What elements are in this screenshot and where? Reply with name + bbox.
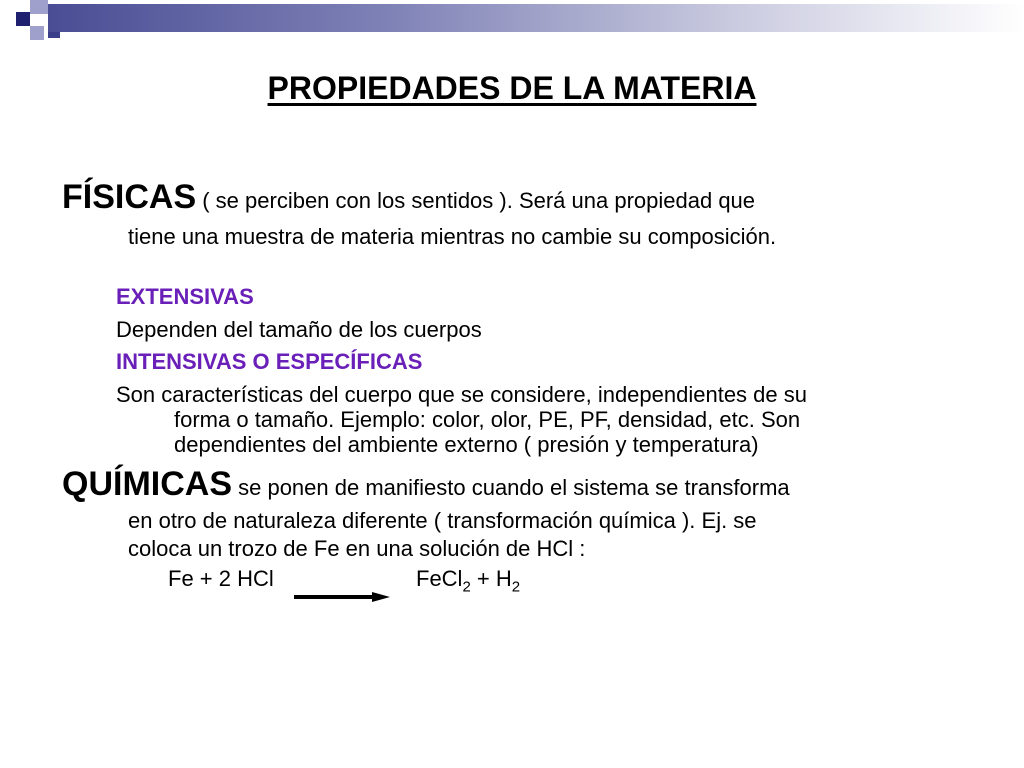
corner-decoration bbox=[0, 0, 1024, 60]
product-h-subscript: 2 bbox=[511, 578, 521, 596]
intensivas-line1: Son características del cuerpo que se considere, independientes de su bbox=[116, 382, 807, 407]
corner-square-dark bbox=[16, 12, 30, 26]
header-gradient-band bbox=[48, 4, 1024, 32]
product-plus-h: + H bbox=[470, 566, 512, 591]
fisicas-block bbox=[62, 178, 1002, 251]
extensivas-heading: EXTENSIVAS bbox=[116, 284, 254, 309]
extensivas-text: Dependen del tamaño de los cuerpos bbox=[116, 317, 482, 342]
corner-square-light bbox=[30, 0, 48, 14]
intensivas-line2: forma o tamaño. Ejemplo: color, olor, PE, PF, densidad, etc. Son bbox=[174, 407, 801, 432]
intensivas-line3: dependientes del ambiente externo ( presión y temperatura) bbox=[174, 432, 759, 457]
reaction-products bbox=[416, 566, 520, 595]
quimicas-block bbox=[62, 464, 1002, 563]
reaction-reactants: Fe + 2 HCl bbox=[168, 566, 274, 591]
fisicas-text-line2: tiene una muestra de materia mientras no cambie su composición. bbox=[128, 224, 777, 249]
product-fecl-subscript: 2 bbox=[462, 578, 471, 596]
quimicas-line3: coloca un trozo de Fe en una solución de HCl : bbox=[128, 536, 586, 561]
quimicas-heading: QUÍMICAS bbox=[62, 465, 232, 503]
intensivas-block bbox=[116, 382, 996, 457]
fisicas-heading: FÍSICAS bbox=[62, 178, 197, 216]
intensivas-heading: INTENSIVAS O ESPECÍFICAS bbox=[116, 349, 423, 374]
product-fecl: FeCl bbox=[416, 566, 463, 591]
reaction-arrow bbox=[292, 588, 392, 606]
page-title: PROPIEDADES DE LA MATERIA bbox=[267, 70, 757, 106]
quimicas-line1: se ponen de manifiesto cuando el sistema se transforma bbox=[232, 475, 790, 500]
fisicas-text-line1: ( se perciben con los sentidos ). Será una propiedad que bbox=[196, 188, 756, 213]
corner-square-light bbox=[30, 26, 44, 40]
quimicas-line2: en otro de naturaleza diferente ( transformación química ). Ej. se bbox=[128, 508, 757, 533]
